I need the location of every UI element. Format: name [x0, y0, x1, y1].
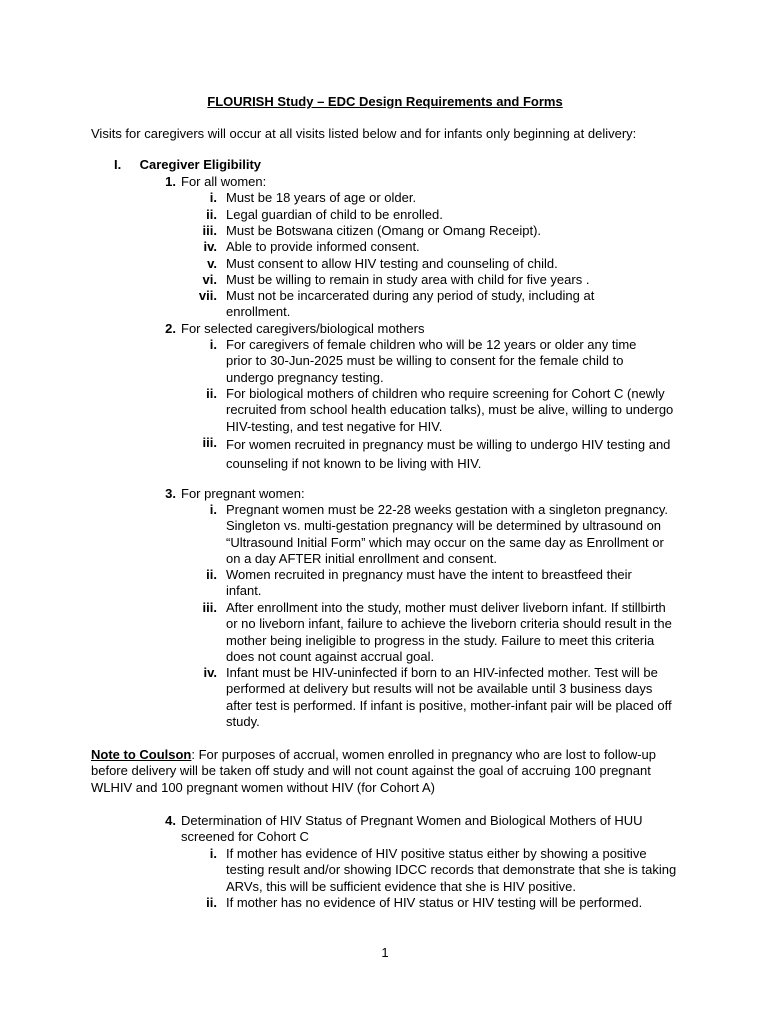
section-label: Caregiver Eligibility [139, 157, 261, 172]
sub-item-text: For caregivers of female children who will be 12 years or older any time prior to 30-Jun-2025 must be willing to consent for the female child to undergo pregnancy testing. [226, 337, 637, 385]
sub-item-text: Pregnant women must be 22-28 weeks gestation with a singleton pregnancy. Singleton vs. multi-gestation pregnancy will be determined by ultrasound on “Ultrasound Initial Form” which may occur on the same day as Enrollment or on a day AFTER initial enrollment and consent. [226, 502, 669, 566]
note-paragraph [91, 747, 686, 796]
sub-item-number: i. [209, 502, 217, 517]
sub-item-text: If mother has evidence of HIV positive status either by showing a positive testing result and/or showing IDCC records that demonstrate that she is taking ARVs, this will be sufficient evidence that she is HIV positive. [226, 846, 677, 894]
sub-item-text: For women recruited in pregnancy must be willing to undergo HIV testing and counseling if not known to be living with HIV. [226, 437, 671, 471]
sub-item-number: iv. [203, 665, 217, 680]
sub-item-text: Legal guardian of child to be enrolled. [226, 207, 443, 222]
item-label: For all women: [181, 174, 267, 189]
sub-item-text: Must consent to allow HIV testing and counseling of child. [226, 256, 558, 271]
sub-item-number: ii. [206, 386, 217, 401]
page-number: 1 [381, 945, 389, 960]
sub-item-text: If mother has no evidence of HIV status or HIV testing will be performed. [226, 895, 643, 910]
item-number: 2. [165, 321, 176, 336]
item-label: Determination of HIV Status of Pregnant Women and Biological Mothers of HUU screened for Cohort C [181, 813, 643, 845]
sub-item-text: After enrollment into the study, mother must deliver liveborn infant. If stillbirth or no liveborn infant, failure to achieve the liveborn criteria should result in the mother being ineligible to progress in the study. Failure to meet this criteria does not count against accrual goal. [226, 600, 672, 664]
sub-item-text: Must be willing to remain in study area with child for five years . [226, 272, 590, 287]
sub-item-number: ii. [206, 207, 217, 222]
sub-item-number: iii. [202, 600, 217, 615]
intro-paragraph: Visits for caregivers will occur at all visits listed below and for infants only beginning at delivery: [91, 126, 637, 141]
sub-item-number: iii. [202, 223, 217, 238]
sub-item-number: i. [209, 846, 217, 861]
section-number: I. [114, 157, 122, 172]
document-title: FLOURISH Study – EDC Design Requirements and Forms [207, 94, 563, 109]
item-label: For selected caregivers/biological mothers [181, 321, 425, 336]
sub-item-number: iii. [202, 435, 217, 450]
item-number: 1. [165, 174, 176, 189]
item-number: 4. [165, 813, 176, 828]
sub-item-number: ii. [206, 895, 217, 910]
sub-item-number: vii. [198, 288, 217, 303]
sub-item-text: Must not be incarcerated during any period of study, including at enrollment. [226, 288, 595, 320]
note-label: Note to Coulson [91, 747, 192, 762]
item-label: For pregnant women: [181, 486, 305, 501]
sub-item-number: i. [209, 190, 217, 205]
note-text: : For purposes of accrual, women enrolled in pregnancy who are lost to follow-up before delivery will be taken off study and will not count against the goal of accruing 100 pregnant WLHIV and 100 pregnant women without HIV (for Cohort A) [91, 747, 657, 795]
section-heading [114, 157, 261, 173]
sub-item-text: For biological mothers of children who require screening for Cohort C (newly recruited from school health education talks), must be alive, willing to undergo HIV-testing, and test negative for HIV. [226, 386, 674, 434]
sub-item-text: Must be 18 years of age or older. [226, 190, 417, 205]
sub-item-text: Women recruited in pregnancy must have the intent to breastfeed their infant. [226, 567, 632, 599]
sub-item-number: iv. [203, 239, 217, 254]
sub-item-number: ii. [206, 567, 217, 582]
sub-item-number: i. [209, 337, 217, 352]
sub-item-number: vi. [202, 272, 217, 287]
sub-item-text: Able to provide informed consent. [226, 239, 420, 254]
sub-item-text: Must be Botswana citizen (Omang or Omang Receipt). [226, 223, 542, 238]
item-number: 3. [165, 486, 176, 501]
sub-item-text: Infant must be HIV-uninfected if born to an HIV-infected mother. Test will be performed at delivery but results will not be available until 3 business days after test is performed. If infant is positive, mother-infant pair will be placed off study. [226, 665, 672, 729]
sub-item-number: v. [207, 256, 217, 271]
